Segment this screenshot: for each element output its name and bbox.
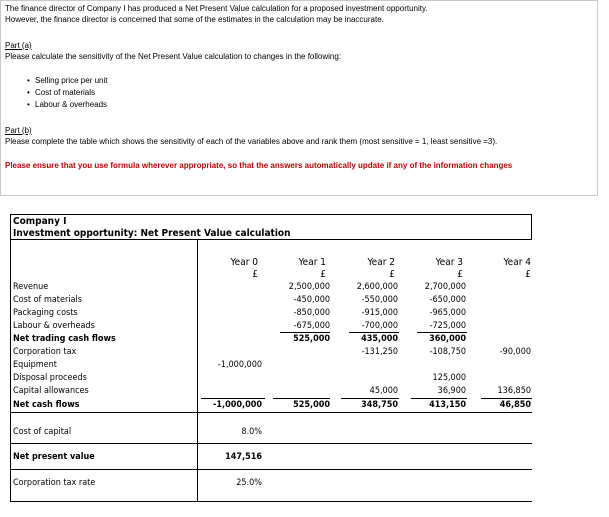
- cell-materials-year-3[interactable]: -650,000: [429, 295, 466, 305]
- row-label-allowances: Capital allowances: [13, 386, 89, 396]
- currency-year-0: £: [252, 269, 258, 280]
- section-divider: [11, 412, 532, 413]
- column-divider: [197, 240, 198, 501]
- cell-corp-tax-year-4[interactable]: -90,000: [499, 347, 531, 357]
- bullet-labour-overheads: [27, 100, 108, 110]
- npv-spreadsheet: [10, 214, 532, 502]
- header-year-2: Year 2: [367, 257, 395, 268]
- cell-packaging-year-3[interactable]: -965,000: [429, 308, 466, 318]
- bullet-icon: •: [27, 88, 30, 97]
- subtotal-rule-year-3: [417, 332, 467, 333]
- currency-year-2: £: [389, 269, 395, 280]
- cell-net-cash-year-2[interactable]: 348,750: [361, 400, 398, 410]
- npv-table: [10, 240, 532, 502]
- cell-labour-year-2[interactable]: -700,000: [361, 321, 398, 331]
- cell-net-cash-year-4[interactable]: 46,850: [499, 400, 531, 410]
- instructions-panel: [0, 0, 598, 196]
- bullet-label: Cost of materials: [35, 88, 96, 97]
- row-label-packaging: Packaging costs: [13, 308, 78, 318]
- cell-corp-tax-year-2[interactable]: -131,250: [361, 347, 398, 357]
- row-label-equipment: Equipment: [13, 360, 57, 370]
- part-b-text: Please complete the table which shows the sensitivity of each of the variables above and rank them (most sensitive = 1, least sensitive =3).: [5, 137, 498, 146]
- header-year-3: Year 3: [435, 257, 463, 268]
- row-label-revenue: Revenue: [13, 282, 49, 292]
- part-b-heading: Part (b): [5, 126, 32, 135]
- header-year-0: Year 0: [230, 257, 258, 268]
- cell-materials-year-2[interactable]: -550,000: [361, 295, 398, 305]
- formula-warning: Please ensure that you use formula wherever appropriate, so that the answers automatically update if any of the information changes: [5, 161, 513, 170]
- bullet-icon: •: [27, 100, 30, 109]
- cell-npv[interactable]: 147,516: [225, 452, 262, 462]
- cell-allowances-year-3[interactable]: 36,900: [437, 386, 466, 396]
- total-rule-year-3: [411, 398, 467, 399]
- cell-labour-year-3[interactable]: -725,000: [429, 321, 466, 331]
- bullet-selling-price: [27, 76, 108, 86]
- label-npv: Net present value: [13, 452, 95, 462]
- cell-revenue-year-2[interactable]: 2,600,000: [356, 282, 398, 292]
- intro-line-2: However, the finance director is concerned that some of the estimates in the calculation may be inaccurate.: [5, 15, 384, 24]
- subtotal-rule-year-2: [349, 332, 399, 333]
- currency-year-4: £: [525, 269, 531, 280]
- section-divider: [11, 443, 532, 444]
- label-tax-rate: Corporation tax rate: [13, 478, 96, 488]
- cell-net-trading-year-3[interactable]: 360,000: [429, 334, 466, 344]
- company-name: Company I: [13, 216, 67, 227]
- bullet-icon: •: [27, 76, 30, 85]
- bullet-cost-of-materials: [27, 88, 96, 98]
- cell-disposal-year-3[interactable]: 125,000: [432, 373, 466, 383]
- subtotal-rule-year-1: [280, 332, 330, 333]
- currency-year-3: £: [457, 269, 463, 280]
- row-label-net-cash: Net cash flows: [13, 400, 80, 410]
- header-year-1: Year 1: [298, 257, 326, 268]
- sheet-title-box: [10, 214, 532, 240]
- cell-net-cash-year-3[interactable]: 413,150: [429, 400, 466, 410]
- row-label-net-trading: Net trading cash flows: [13, 334, 116, 344]
- cell-net-trading-year-2[interactable]: 435,000: [361, 334, 398, 344]
- cell-net-trading-year-1[interactable]: 525,000: [293, 334, 330, 344]
- part-a-heading: Part (a): [5, 41, 32, 50]
- cell-net-cash-year-1[interactable]: 525,000: [293, 400, 330, 410]
- cell-allowances-year-2[interactable]: 45,000: [369, 386, 398, 396]
- currency-year-1: £: [320, 269, 326, 280]
- cell-equipment-year-0[interactable]: -1,000,000: [217, 360, 262, 370]
- cell-cost-of-capital[interactable]: 8.0%: [241, 427, 262, 437]
- header-year-4: Year 4: [503, 257, 531, 268]
- cell-allowances-year-4[interactable]: 136,850: [497, 386, 531, 396]
- cell-packaging-year-2[interactable]: -915,000: [361, 308, 398, 318]
- sheet-title: Investment opportunity: Net Present Value calculation: [13, 228, 291, 239]
- total-rule-year-4: [481, 398, 532, 399]
- cell-revenue-year-1[interactable]: 2,500,000: [288, 282, 330, 292]
- total-rule-year-2: [341, 398, 399, 399]
- intro-line-1: The finance director of Company I has produced a Net Present Value calculation for a proposed investment opportunity.: [5, 4, 428, 13]
- cell-net-cash-year-0[interactable]: -1,000,000: [213, 400, 262, 410]
- cell-packaging-year-1[interactable]: -850,000: [293, 308, 330, 318]
- cell-corp-tax-year-3[interactable]: -108,750: [429, 347, 466, 357]
- bullet-label: Selling price per unit: [35, 76, 108, 85]
- cell-materials-year-1[interactable]: -450,000: [293, 295, 330, 305]
- row-label-materials: Cost of materials: [13, 295, 82, 305]
- total-rule-year-1: [273, 398, 330, 399]
- row-label-labour: Labour & overheads: [13, 321, 95, 331]
- cell-labour-year-1[interactable]: -675,000: [293, 321, 330, 331]
- section-divider: [11, 469, 532, 470]
- part-a-text: Please calculate the sensitivity of the Net Present Value calculation to changes in the following:: [5, 52, 342, 61]
- cell-revenue-year-3[interactable]: 2,700,000: [424, 282, 466, 292]
- row-label-corp-tax: Corporation tax: [13, 347, 77, 357]
- row-label-disposal: Disposal proceeds: [13, 373, 87, 383]
- label-cost-of-capital: Cost of capital: [13, 427, 72, 437]
- total-rule-year-0: [201, 398, 265, 399]
- bullet-label: Labour & overheads: [35, 100, 108, 109]
- cell-tax-rate[interactable]: 25.0%: [236, 478, 262, 488]
